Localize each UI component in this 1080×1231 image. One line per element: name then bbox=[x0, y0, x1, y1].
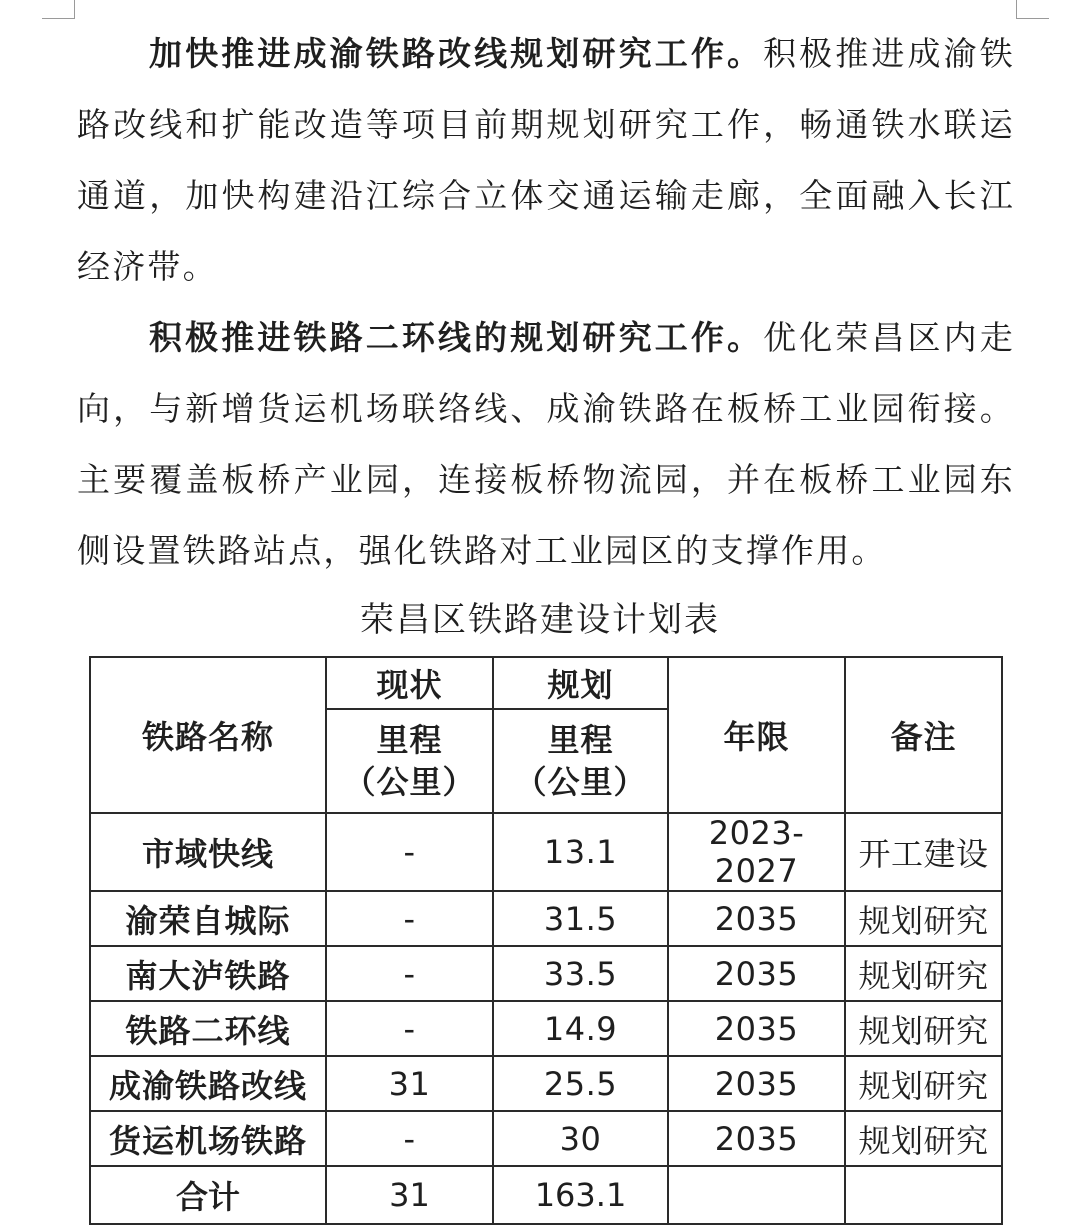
cell-period: 2035 bbox=[668, 1056, 845, 1111]
table-total-row bbox=[90, 1166, 1002, 1224]
cell-railway-name: 铁路二环线 bbox=[90, 1001, 326, 1056]
header-remark: 备注 bbox=[845, 657, 1002, 813]
table-row bbox=[90, 946, 1002, 1001]
paragraph-lead: 加快推进成渝铁路改线规划研究工作。 bbox=[149, 34, 764, 73]
paragraph-lead: 积极推进铁路二环线的规划研究工作。 bbox=[149, 318, 764, 357]
cell-planned-mileage: 30 bbox=[493, 1111, 668, 1166]
table-row bbox=[90, 813, 1002, 891]
table-row bbox=[90, 1001, 1002, 1056]
cell-total-label: 合计 bbox=[90, 1166, 326, 1224]
cell-remark: 规划研究 bbox=[845, 891, 1002, 946]
cell-period: 2035 bbox=[668, 946, 845, 1001]
cell-current-mileage: - bbox=[326, 1111, 493, 1166]
cell-total-current: 31 bbox=[326, 1166, 493, 1224]
railway-plan-table bbox=[89, 656, 1003, 1225]
header-current: 现状 bbox=[326, 657, 493, 709]
cell-current-mileage: - bbox=[326, 891, 493, 946]
table-row bbox=[90, 891, 1002, 946]
cell-remark: 规划研究 bbox=[845, 1056, 1002, 1111]
page-corner-mark-left bbox=[42, 0, 75, 19]
cell-railway-name: 成渝铁路改线 bbox=[90, 1056, 326, 1111]
paragraph-chengyu-railway bbox=[77, 18, 1015, 302]
cell-planned-mileage: 25.5 bbox=[493, 1056, 668, 1111]
table-row bbox=[90, 1056, 1002, 1111]
cell-total-remark bbox=[845, 1166, 1002, 1224]
cell-remark: 规划研究 bbox=[845, 1001, 1002, 1056]
cell-current-mileage: - bbox=[326, 813, 493, 891]
cell-remark: 规划研究 bbox=[845, 1111, 1002, 1166]
page-corner-mark-right bbox=[1016, 0, 1049, 19]
document-body bbox=[77, 18, 1015, 586]
header-railway-name: 铁路名称 bbox=[90, 657, 326, 813]
cell-railway-name: 南大泸铁路 bbox=[90, 946, 326, 1001]
cell-planned-mileage: 33.5 bbox=[493, 946, 668, 1001]
cell-planned-mileage: 13.1 bbox=[493, 813, 668, 891]
paragraph-text: 积极推进成渝铁路改线和扩能改造等项目前期规划研究工作，畅通铁水联运通道，加快构建沿江综合立体交通运输走廊，全面融入长江经济带。 bbox=[77, 34, 1015, 286]
cell-planned-mileage: 31.5 bbox=[493, 891, 668, 946]
cell-period: 2035 bbox=[668, 1001, 845, 1056]
cell-total-period bbox=[668, 1166, 845, 1224]
cell-current-mileage: - bbox=[326, 946, 493, 1001]
cell-railway-name: 市域快线 bbox=[90, 813, 326, 891]
cell-period: 2035 bbox=[668, 891, 845, 946]
header-period: 年限 bbox=[668, 657, 845, 813]
cell-current-mileage: 31 bbox=[326, 1056, 493, 1111]
table-row bbox=[90, 1111, 1002, 1166]
cell-remark: 规划研究 bbox=[845, 946, 1002, 1001]
cell-period: 2035 bbox=[668, 1111, 845, 1166]
header-current-mileage: 里程 （公里） bbox=[326, 709, 493, 813]
table-header-row bbox=[90, 657, 1002, 709]
cell-current-mileage: - bbox=[326, 1001, 493, 1056]
cell-planned-mileage: 14.9 bbox=[493, 1001, 668, 1056]
paragraph-text: 优化荣昌区内走向，与新增货运机场联络线、成渝铁路在板桥工业园衔接。主要覆盖板桥产业园，连接板桥物流园，并在板桥工业园东侧设置铁路站点，强化铁路对工业园区的支撑作用。 bbox=[77, 318, 1015, 570]
cell-railway-name: 渝荣自城际 bbox=[90, 891, 326, 946]
paragraph-ring-railway bbox=[77, 302, 1015, 586]
header-planned: 规划 bbox=[493, 657, 668, 709]
cell-remark: 开工建设 bbox=[845, 813, 1002, 891]
cell-total-planned: 163.1 bbox=[493, 1166, 668, 1224]
table-caption: 荣昌区铁路建设计划表 bbox=[360, 600, 720, 640]
cell-period: 2023-2027 bbox=[668, 813, 845, 891]
header-planned-mileage: 里程 （公里） bbox=[493, 709, 668, 813]
cell-railway-name: 货运机场铁路 bbox=[90, 1111, 326, 1166]
